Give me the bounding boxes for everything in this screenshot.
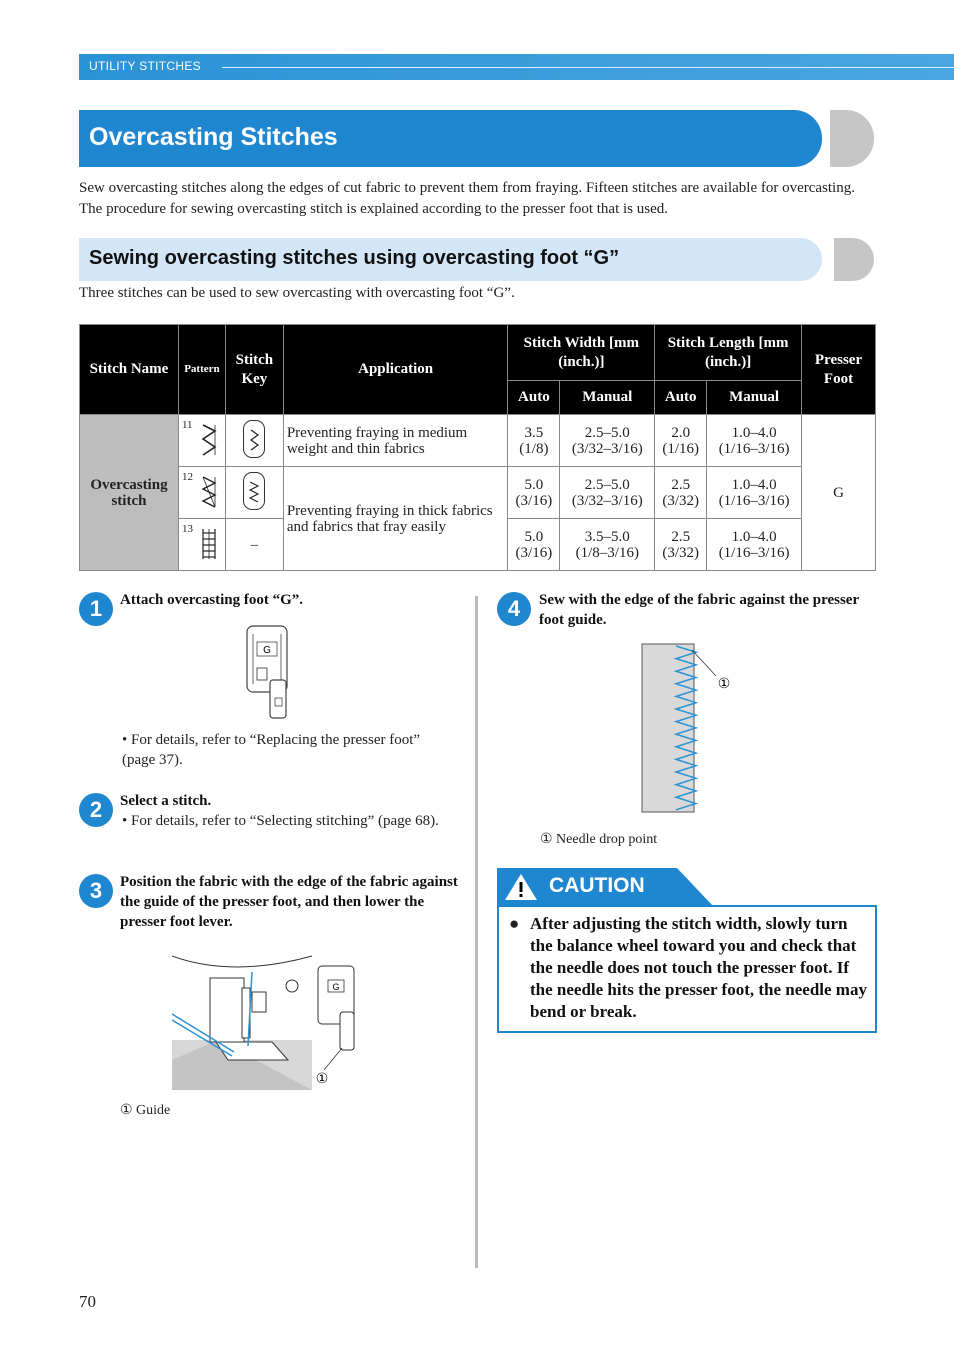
page-title-bar (79, 110, 822, 167)
callout-marker: ① (717, 676, 731, 692)
column-divider (475, 596, 478, 1268)
pattern-number: 11 (181, 419, 193, 431)
length-auto-cell: 2.0 (1/16) (655, 415, 707, 467)
section-header-bar (79, 54, 954, 80)
th-width-manual: Manual (560, 381, 655, 415)
overcast-pattern-12-icon (199, 473, 219, 509)
width-auto-cell: 5.0 (3/16) (508, 519, 560, 571)
overcast-pattern-13-icon (199, 525, 219, 561)
step-2-number: 2 (79, 793, 113, 827)
width-manual-cell: 2.5–5.0 (3/32–3/16) (560, 415, 655, 467)
application-cell: Preventing fraying in medium weight and thin fabrics (283, 415, 508, 467)
th-stitch-key: Stitch Key (225, 325, 283, 415)
th-application: Application (283, 325, 508, 415)
presser-foot-cell: G (802, 415, 876, 571)
pattern-cell (178, 415, 225, 467)
length-auto-cell: 2.5 (3/32) (655, 467, 707, 519)
subheading-bar (79, 238, 822, 281)
stitch-key-11-icon (243, 420, 265, 458)
step-4-text: Sew with the edge of the fabric against the presser foot guide. (539, 592, 859, 628)
step-4-number: 4 (497, 592, 531, 626)
callout-marker: ① (315, 1071, 329, 1087)
header-rule (222, 67, 954, 68)
th-width-auto: Auto (508, 381, 560, 415)
width-auto-cell: 5.0 (3/16) (508, 467, 560, 519)
pattern-number: 12 (181, 471, 193, 483)
width-manual-cell: 2.5–5.0 (3/32–3/16) (560, 467, 655, 519)
th-pattern: Pattern (178, 325, 225, 415)
stitch-key-cell: – (225, 519, 283, 571)
subintro: Three stitches can be used to sew overcasting with overcasting foot “G”. (79, 285, 515, 301)
caution-text: After adjusting the stitch width, slowly turn the balance wheel toward you and check that the needle does not touch the presser foot. If the needle hits the presser foot, the needle may bend or break. (530, 914, 867, 1021)
page-number: 70 (79, 1292, 96, 1311)
step-1-bullet: • For details, refer to “Replacing the presser foot” (page 37). (122, 732, 421, 768)
step-1-number: 1 (79, 592, 113, 626)
th-stitch-name: Stitch Name (80, 325, 179, 415)
length-manual-cell: 1.0–4.0 (1/16–3/16) (707, 415, 802, 467)
subheading: Sewing overcasting stitches using overcasting foot “G” (89, 247, 620, 269)
stitch-key-cell (225, 415, 283, 467)
caution-bullet: ● (509, 914, 520, 933)
title-decoration (830, 110, 874, 167)
pattern-number: 13 (181, 523, 193, 535)
intro-paragraph: Sew overcasting stitches along the edges of cut fabric to prevent them from fraying. Fifteen stitches are available for overcasting. The procedure for sewing overcasting stitch is explained according to the presser foot that is used. (79, 180, 855, 217)
th-length-auto: Auto (655, 381, 707, 415)
length-manual-cell: 1.0–4.0 (1/16–3/16) (707, 519, 802, 571)
caution-label: CAUTION (549, 874, 645, 897)
length-auto-cell: 2.5 (3/32) (655, 519, 707, 571)
overcast-pattern-11-icon (199, 421, 219, 457)
width-auto-cell: 3.5 (1/8) (508, 415, 560, 467)
step-3-number: 3 (79, 874, 113, 908)
th-presser-foot: Presser Foot (802, 325, 876, 415)
pattern-cell (178, 519, 225, 571)
stitch-table (79, 324, 876, 571)
stitch-key-12-icon (243, 472, 265, 510)
step-1-text: Attach overcasting foot “G”. (120, 592, 304, 608)
stitch-key-cell (225, 467, 283, 519)
machine-fabric-illustration (172, 948, 362, 1090)
step-2-bullet: • For details, refer to “Selecting stitching” (page 68). (122, 813, 439, 829)
step-2-text: Select a stitch. (120, 793, 212, 809)
width-manual-cell: 3.5–5.0 (1/8–3/16) (560, 519, 655, 571)
th-stitch-length: Stitch Length [mm (inch.)] (655, 325, 802, 381)
page-title: Overcasting Stitches (89, 123, 338, 151)
stitch-edge-illustration (640, 642, 740, 814)
section-header-text: UTILITY STITCHES (89, 59, 201, 73)
table-row (80, 467, 876, 519)
foot-letter: G (332, 982, 340, 992)
step-4-caption: ① Needle drop point (540, 832, 658, 847)
length-manual-cell: 1.0–4.0 (1/16–3/16) (707, 467, 802, 519)
stitch-name-cell: Overcasting stitch (80, 415, 179, 571)
th-length-manual: Manual (707, 381, 802, 415)
pattern-cell (178, 467, 225, 519)
table-row (80, 415, 876, 467)
th-stitch-width: Stitch Width [mm (inch.)] (508, 325, 655, 381)
step-3-caption: ① Guide (120, 1103, 171, 1118)
step-3-text: Position the fabric with the edge of the fabric against the guide of the presser foot, and then lower the presser foot lever. (120, 874, 458, 930)
subheading-decoration (834, 238, 874, 281)
foot-letter: G (263, 645, 271, 656)
application-cell: Preventing fraying in thick fabrics and fabrics that fray easily (283, 467, 508, 571)
presser-foot-g-icon (240, 624, 300, 722)
